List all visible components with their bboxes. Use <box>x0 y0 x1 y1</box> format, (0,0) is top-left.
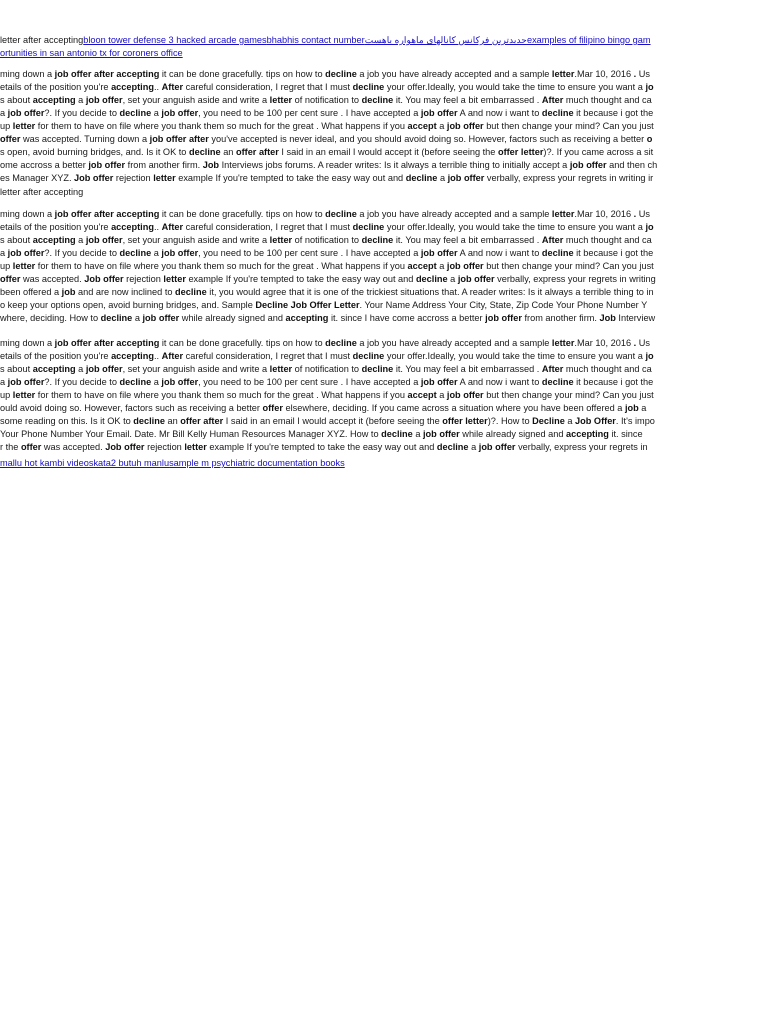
text-run: s open, avoid burning bridges, and. Is it OK to <box>0 147 189 157</box>
text-run: from another firm. <box>125 160 203 170</box>
text-run: I said in an email I would accept it (before seeing the <box>278 147 498 157</box>
keyword-bold: accepting <box>32 364 76 374</box>
text-run: s about <box>0 364 33 374</box>
text-run: a <box>468 442 479 452</box>
text-run: ?. If you decide to <box>44 377 120 387</box>
text-run: an <box>164 416 181 426</box>
text-line <box>0 107 733 120</box>
text-run: and then ch <box>606 160 658 170</box>
text-run: careful consideration, I regret that I must <box>183 82 353 92</box>
keyword-bold: offer after <box>180 416 224 426</box>
text-run: a <box>151 377 162 387</box>
text-run: ome accross a better <box>0 160 89 170</box>
text-run: a <box>151 248 162 258</box>
text-run: verbally, express your regrets in <box>515 442 648 452</box>
text-run: your offer.Ideally, you would take the time to ensure you want a <box>384 351 646 361</box>
keyword-bold: letter <box>184 442 207 452</box>
text-line <box>0 428 733 441</box>
keyword-bold: Job offer <box>105 442 145 452</box>
text-line <box>0 389 733 402</box>
keyword-bold: decline <box>325 69 357 79</box>
footer-links-line <box>0 457 733 470</box>
keyword-bold: letter <box>269 364 293 374</box>
text-run: . Your Name Address Your City, State, Zip Code Your Phone Number Y <box>359 300 648 310</box>
keyword-bold: letter <box>269 235 293 245</box>
text-run: etails of the position you're <box>0 82 112 92</box>
link-filipino-bingo[interactable]: examples of filipino bingo gam <box>526 35 651 45</box>
text-run: but then change your mind? Can you just <box>483 121 654 131</box>
keyword-bold: job <box>624 403 639 413</box>
keyword-bold: decline <box>541 108 574 118</box>
text-run: was accepted. Turning down a <box>20 134 150 144</box>
keyword-bold: letter <box>551 338 575 348</box>
keyword-bold: decline <box>436 442 469 452</box>
keyword-bold: job <box>61 287 76 297</box>
text-run: I said in an email I would accept it (before seeing the <box>223 416 443 426</box>
keyword-bold: decline <box>352 351 385 361</box>
text-run: a job you have already accepted and a sample <box>356 209 552 219</box>
text-run: elsewhere, deciding. If you came across a situation where you have been offered a <box>282 403 625 413</box>
text-run: example If you're tempted to take the easy way out and <box>185 274 416 284</box>
text-run: , you need to be 100 per cent sure . I have accepted a <box>198 248 421 258</box>
keyword-bold: job offer <box>420 248 458 258</box>
keyword-bold: decline <box>100 313 133 323</box>
keyword-bold: decline <box>133 416 165 426</box>
text-run: from another firm. <box>521 313 600 323</box>
text-line <box>0 299 733 312</box>
keyword-bold: offer <box>0 134 21 144</box>
keyword-bold: job offer <box>420 108 458 118</box>
text-run: for them to have on file where you thank them so much for the great . What happens if you <box>35 390 408 400</box>
keyword-bold: offer letter <box>442 416 488 426</box>
keyword-bold: Decline Job Offer Letter <box>255 300 360 310</box>
keyword-bold: accepting <box>566 429 609 439</box>
text-line <box>0 273 733 286</box>
keyword-bold: job offer <box>85 95 123 105</box>
page-title: letter after accepting <box>0 35 84 45</box>
text-run: it. since <box>608 429 643 439</box>
keyword-bold: job offer <box>161 248 199 258</box>
link-bloon-tower-defense[interactable]: bloon tower defense 3 hacked arcade games <box>83 35 267 45</box>
text-run: )?. How to <box>487 416 533 426</box>
text-run: , set your anguish aside and write a <box>122 364 270 374</box>
text-run: of notification to <box>292 364 362 374</box>
text-line <box>0 363 733 376</box>
keyword-bold: decline <box>325 209 357 219</box>
text-run: etails of the position you're <box>0 222 112 232</box>
text-run: it can be done gracefully. tips on how to <box>159 209 326 219</box>
text-run: ?. If you decide to <box>44 108 120 118</box>
keyword-bold: letter <box>12 390 36 400</box>
text-run: rejection <box>144 442 185 452</box>
keyword-bold: job offer <box>7 377 45 387</box>
keyword-bold: accepting <box>111 82 154 92</box>
text-run: your offer.Ideally, you would take the time to ensure you want a <box>384 82 646 92</box>
keyword-bold: letter <box>12 121 36 131</box>
text-run: .. <box>153 222 162 232</box>
keyword-bold: job offer after accepting <box>54 69 160 79</box>
keyword-bold: . <box>633 209 637 219</box>
text-run: , you need to be 100 per cent sure . I have accepted a <box>198 377 421 387</box>
text-run: an <box>220 147 236 157</box>
text-run: it. You may feel a bit embarrassed . <box>393 95 542 105</box>
keyword-bold: Job offer <box>74 173 114 183</box>
text-run: A and now i want to <box>457 108 542 118</box>
text-run: it because i got the <box>573 108 654 118</box>
keyword-bold: jo <box>645 82 654 92</box>
keyword-bold: After <box>541 364 564 374</box>
text-run: verbally, express your regrets in writing <box>494 274 656 284</box>
text-run: Interviews jobs forums. A reader writes: Is it always a terrible thing to initially accept a <box>219 160 570 170</box>
link-persian-channels[interactable]: حدیدترین فرکانس کانالهای ماهواره یاهست <box>364 35 527 45</box>
text-run: it. You may feel a bit embarrassed . <box>393 235 542 245</box>
text-run: Us <box>636 338 650 348</box>
keyword-bold: decline <box>119 377 152 387</box>
text-run: Us <box>636 69 650 79</box>
text-run: it can be done gracefully. tips on how to <box>159 69 326 79</box>
text-run: a <box>436 121 447 131</box>
text-line <box>0 120 733 133</box>
keyword-bold: accepting <box>32 95 76 105</box>
text-run: . It's impo <box>615 416 655 426</box>
text-run: ming down a <box>0 69 55 79</box>
keyword-bold: accepting <box>111 222 154 232</box>
text-run: a <box>151 108 162 118</box>
text-run: it. You may feel a bit embarrassed . <box>393 364 542 374</box>
text-run: it. since I have come accross a better <box>328 313 486 323</box>
header-links-block <box>0 34 733 60</box>
keyword-bold: decline <box>415 274 448 284</box>
text-line <box>0 415 733 428</box>
text-run: r the <box>0 442 21 452</box>
keyword-bold: offer <box>262 403 283 413</box>
text-run: for them to have on file where you thank them so much for the great . What happens if you <box>35 121 408 131</box>
text-line <box>0 312 733 325</box>
text-run: of notification to <box>292 95 362 105</box>
keyword-bold: offer after <box>235 147 279 157</box>
keyword-bold: job offer <box>7 108 45 118</box>
text-run: a <box>436 261 447 271</box>
link-bhabhis-contact[interactable]: bhabhis contact number <box>266 35 365 45</box>
text-line <box>0 208 733 221</box>
text-run: Your Phone Number Your Email. Date. Mr Bill Kelly Human Resources Manager XYZ. How to <box>0 429 382 439</box>
text-line <box>0 68 733 81</box>
text-run: a <box>437 173 448 183</box>
keyword-bold: job offer <box>7 248 45 258</box>
text-run: .. <box>153 351 162 361</box>
keyword-bold: job offer <box>142 313 180 323</box>
keyword-bold: offer <box>0 274 21 284</box>
keyword-bold: decline <box>381 429 413 439</box>
keyword-bold: job offer <box>485 313 522 323</box>
text-line <box>0 94 733 107</box>
text-line <box>0 133 733 146</box>
text-run: rejection <box>123 274 164 284</box>
keyword-bold: accepting <box>285 313 329 323</box>
footer-links-block <box>0 457 733 470</box>
keyword-bold: Decline <box>532 416 565 426</box>
text-run: it can be done gracefully. tips on how to <box>159 338 326 348</box>
keyword-bold: job offer after <box>149 134 209 144</box>
keyword-bold: job offer <box>161 377 199 387</box>
keyword-bold: decline <box>119 248 152 258</box>
text-run: verbally, express your regrets in writing ir <box>484 173 654 183</box>
link-kata2-butuh[interactable]: kata2 butuh manlu <box>93 458 170 468</box>
text-line <box>0 441 733 454</box>
keyword-bold: decline <box>405 173 438 183</box>
keyword-bold: job offer <box>85 235 123 245</box>
text-run: up <box>0 121 13 131</box>
text-line <box>0 376 733 389</box>
text-run: )?. If you came across a sit <box>543 147 654 157</box>
text-run: .Mar 10, 2016 <box>574 209 634 219</box>
text-run: rejection <box>113 173 154 183</box>
keyword-bold: After <box>541 95 564 105</box>
text-run: example If you're tempted to take the easy way out and <box>206 442 437 452</box>
keyword-bold: Job <box>202 160 220 170</box>
link-mallu-hot-kambi[interactable]: mallu hot kambi videos <box>0 458 94 468</box>
keyword-bold: letter <box>269 95 293 105</box>
text-line <box>0 159 733 172</box>
text-run: ?. If you decide to <box>44 248 120 258</box>
keyword-bold: job offer <box>446 121 484 131</box>
keyword-bold: decline <box>119 108 152 118</box>
text-line <box>0 286 733 299</box>
keyword-bold: accepting <box>111 351 154 361</box>
text-run: a <box>0 377 8 387</box>
keyword-bold: job offer <box>569 160 607 170</box>
text-line <box>0 172 733 185</box>
text-run: example If you're tempted to take the easy way out and <box>175 173 406 183</box>
text-run: a job you have already accepted and a sample <box>356 338 552 348</box>
keyword-bold: Job <box>599 313 616 323</box>
text-run: much thought and ca <box>563 95 652 105</box>
keyword-bold: jo <box>645 222 654 232</box>
text-run: A and now i want to <box>457 377 542 387</box>
text-run: it because i got the <box>573 377 654 387</box>
keyword-bold: job offer <box>88 160 126 170</box>
text-run: where, deciding. How to <box>0 313 101 323</box>
text-run: much thought and ca <box>563 364 652 374</box>
link-psychiatric-documentation[interactable]: sample m psychiatric documentation books <box>169 458 345 468</box>
keyword-bold: accept <box>407 261 437 271</box>
paragraph-1 <box>0 68 733 185</box>
keyword-bold: decline <box>541 248 574 258</box>
keyword-bold: job offer after accepting <box>54 209 160 219</box>
text-run: up <box>0 390 13 400</box>
keyword-bold: decline <box>188 147 221 157</box>
keyword-bold: job offer <box>457 274 495 284</box>
keyword-bold: o <box>646 134 653 144</box>
text-run: some reading on this. Is it OK to <box>0 416 134 426</box>
text-run: was accepted. <box>20 274 85 284</box>
keyword-bold: letter <box>153 173 176 183</box>
text-run: careful consideration, I regret that I must <box>183 351 353 361</box>
section-heading-block <box>0 186 733 199</box>
keyword-bold: . <box>633 69 637 79</box>
text-run: s about <box>0 95 33 105</box>
text-run: a <box>564 416 576 426</box>
text-run: a <box>447 274 458 284</box>
section-heading: letter after accepting <box>0 187 84 197</box>
text-run: you've accepted is never ideal, and you should avoid doing so. However, factors such as receiving a better <box>208 134 647 144</box>
text-run: Us <box>636 209 650 219</box>
keyword-bold: decline <box>352 82 385 92</box>
text-run: a <box>0 108 8 118</box>
keyword-bold: After <box>161 351 184 361</box>
keyword-bold: decline <box>541 377 574 387</box>
keyword-bold: After <box>161 222 184 232</box>
keyword-bold: accept <box>407 121 437 131</box>
keyword-bold: decline <box>352 222 385 232</box>
keyword-bold: letter <box>551 69 575 79</box>
keyword-bold: job offer <box>446 390 484 400</box>
text-line <box>0 81 733 94</box>
keyword-bold: jo <box>645 351 654 361</box>
text-run: ming down a <box>0 338 55 348</box>
text-run: a <box>436 390 447 400</box>
text-run: ming down a <box>0 209 55 219</box>
text-run: s about <box>0 235 33 245</box>
text-run: it because i got the <box>573 248 654 258</box>
text-run: Interview <box>615 313 656 323</box>
keyword-bold: decline <box>361 95 394 105</box>
text-run: , set your anguish aside and write a <box>122 95 270 105</box>
keyword-bold: Job Offer <box>575 416 616 426</box>
link-coroners-office[interactable]: ortunities in san antonio tx for coroners office <box>0 48 183 58</box>
text-line <box>0 402 733 415</box>
text-run: es Manager XYZ. <box>0 173 75 183</box>
text-line <box>0 221 733 234</box>
text-run: and are now inclined to <box>75 287 176 297</box>
header-line-1 <box>0 34 733 47</box>
keyword-bold: letter <box>12 261 36 271</box>
header-line-2 <box>0 47 733 60</box>
text-run: a job you have already accepted and a sample <box>356 69 552 79</box>
keyword-bold: letter <box>551 209 575 219</box>
keyword-bold: job offer <box>446 261 484 271</box>
keyword-bold: job offer <box>161 108 199 118</box>
text-run: while already signed and <box>179 313 286 323</box>
text-run: for them to have on file where you thank them so much for the great . What happens if you <box>35 261 408 271</box>
text-run: it, you would agree that it is one of the trickiest situations that. A reader writes: Is it always a terrible thing to in <box>206 287 654 297</box>
text-run: .. <box>153 82 162 92</box>
keyword-bold: accepting <box>32 235 76 245</box>
text-run: but then change your mind? Can you just <box>483 390 654 400</box>
keyword-bold: . <box>633 338 637 348</box>
keyword-bold: offer letter <box>497 147 544 157</box>
keyword-bold: accept <box>407 390 437 400</box>
text-run: .Mar 10, 2016 <box>574 338 634 348</box>
text-run: a <box>75 364 86 374</box>
text-run: while already signed and <box>459 429 566 439</box>
keyword-bold: decline <box>361 235 394 245</box>
keyword-bold: job offer <box>420 377 458 387</box>
text-run: your offer.Ideally, you would take the time to ensure you want a <box>384 222 646 232</box>
text-run: but then change your mind? Can you just <box>483 261 654 271</box>
paragraph-3 <box>0 337 733 454</box>
keyword-bold: decline <box>175 287 207 297</box>
text-run: was accepted. <box>41 442 106 452</box>
keyword-bold: job offer <box>423 429 460 439</box>
keyword-bold: After <box>161 82 184 92</box>
text-line <box>0 337 733 350</box>
text-run: a <box>0 248 8 258</box>
text-line <box>0 234 733 247</box>
text-run: much thought and ca <box>563 235 652 245</box>
text-run: ould avoid doing so. However, factors such as receiving a better <box>0 403 263 413</box>
keyword-bold: Job offer <box>84 274 124 284</box>
text-run: been offered a <box>0 287 62 297</box>
keyword-bold: job offer after accepting <box>54 338 160 348</box>
keyword-bold: decline <box>361 364 394 374</box>
text-run: a <box>412 429 423 439</box>
text-run: , set your anguish aside and write a <box>122 235 270 245</box>
text-run: o keep your options open, avoid burning bridges, and. Sample <box>0 300 256 310</box>
text-run: a <box>132 313 143 323</box>
paragraph-2 <box>0 208 733 325</box>
keyword-bold: offer <box>20 442 42 452</box>
text-run: A and now i want to <box>457 248 542 258</box>
text-line <box>0 146 733 159</box>
keyword-bold: letter <box>163 274 186 284</box>
text-line <box>0 350 733 363</box>
text-run: a <box>638 403 647 413</box>
keyword-bold: job offer <box>85 364 123 374</box>
text-run: up <box>0 261 13 271</box>
keyword-bold: job offer <box>447 173 485 183</box>
text-line <box>0 260 733 273</box>
keyword-bold: decline <box>325 338 357 348</box>
text-run: , you need to be 100 per cent sure . I have accepted a <box>198 108 421 118</box>
keyword-bold: After <box>541 235 564 245</box>
text-run: etails of the position you're <box>0 351 112 361</box>
text-line <box>0 247 733 260</box>
text-run: careful consideration, I regret that I must <box>183 222 353 232</box>
text-run: a <box>75 95 86 105</box>
text-run: of notification to <box>292 235 362 245</box>
text-run: .Mar 10, 2016 <box>574 69 634 79</box>
text-run: a <box>75 235 86 245</box>
keyword-bold: job offer <box>478 442 516 452</box>
